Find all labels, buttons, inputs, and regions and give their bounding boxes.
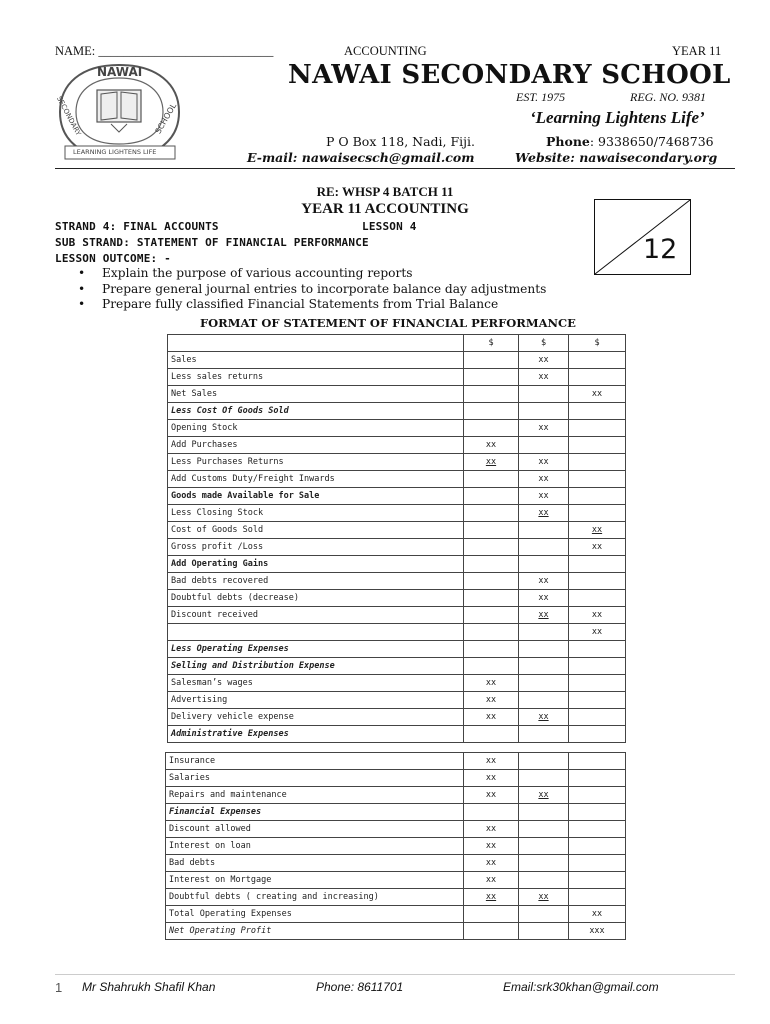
outcome-item: • Prepare general journal entries to incorporate balance day adjustments (78, 282, 546, 298)
amount-value: xx (485, 841, 497, 851)
table-row (166, 770, 626, 787)
amount-value: xx (538, 508, 549, 518)
financial-statement-table-continued (165, 752, 626, 940)
row-label (168, 624, 464, 641)
amount-cell (569, 872, 626, 889)
amount-cell (464, 488, 519, 505)
amount-cell (569, 369, 626, 386)
row-label: Total Operating Expenses (166, 906, 464, 923)
amount-value: xx (485, 756, 497, 766)
amount-value: xx (485, 790, 497, 800)
school-motto: ‘Learning Lightens Life’ (530, 108, 705, 127)
table-row (166, 787, 626, 804)
amount-value: xx (538, 610, 549, 620)
amount-cell (569, 522, 626, 539)
amount-cell (464, 692, 519, 709)
logo-right-text: SCHOOL (153, 101, 179, 136)
row-label: Insurance (166, 753, 464, 770)
outcome-item: • Explain the purpose of various accounting reports (78, 266, 546, 282)
amount-cell (519, 522, 569, 539)
table-row (166, 889, 626, 906)
lesson-number-box (594, 199, 691, 275)
amount-cell (464, 573, 519, 590)
row-label: Delivery vehicle expense (168, 709, 464, 726)
table-row (168, 471, 626, 488)
amount-value: xx (538, 892, 549, 902)
amount-cell (519, 556, 569, 573)
row-label: Doubtful debts (decrease) (168, 590, 464, 607)
amount-value: xx (538, 372, 549, 382)
amount-cell (569, 838, 626, 855)
amount-value: xx (591, 627, 603, 637)
amount-cell (569, 692, 626, 709)
table-row (168, 709, 626, 726)
amount-value: xx (485, 440, 497, 450)
table-row (168, 573, 626, 590)
amount-cell (519, 658, 569, 675)
amount-cell (464, 889, 519, 906)
amount-cell (569, 539, 626, 556)
row-label: Advertising (168, 692, 464, 709)
table-row (166, 804, 626, 821)
amount-cell (519, 641, 569, 658)
amount-value: xx (538, 355, 549, 365)
amount-cell (519, 726, 569, 743)
amount-cell (569, 726, 626, 743)
row-label: Salaries (166, 770, 464, 787)
amount-cell (519, 906, 569, 923)
amount-cell (464, 437, 519, 454)
amount-value: xx (591, 542, 603, 552)
table-row (168, 658, 626, 675)
table-row (168, 692, 626, 709)
amount-cell (569, 403, 626, 420)
row-label: Add Customs Duty/Freight Inwards (168, 471, 464, 488)
amount-cell (464, 505, 519, 522)
amount-cell (464, 369, 519, 386)
amount-value: xx (538, 474, 549, 484)
amount-cell (464, 607, 519, 624)
amount-value: xx (538, 491, 549, 501)
amount-value: xx (485, 695, 497, 705)
lesson-number: 12 (643, 234, 678, 265)
row-label: Bad debts (166, 855, 464, 872)
amount-cell (569, 386, 626, 403)
amount-cell (464, 906, 519, 923)
amount-cell (519, 709, 569, 726)
table-row (168, 522, 626, 539)
table-row (166, 753, 626, 770)
school-logo (54, 62, 182, 164)
amount-cell (569, 488, 626, 505)
table-row (166, 906, 626, 923)
strand-label: STRAND 4: FINAL ACCOUNTS (55, 220, 219, 233)
column-header: $ (519, 335, 569, 352)
document-title: YEAR 11 ACCOUNTING (301, 201, 469, 217)
table-row (168, 488, 626, 505)
table-row (166, 923, 626, 940)
amount-cell (464, 726, 519, 743)
row-label: Add Operating Gains (168, 556, 464, 573)
column-header: $ (569, 335, 626, 352)
amount-cell (464, 403, 519, 420)
amount-cell (519, 838, 569, 855)
amount-value: xx (485, 824, 497, 834)
registration-number: REG. NO. 9381 (630, 90, 706, 104)
row-label: Net Operating Profit (166, 923, 464, 940)
amount-cell (519, 804, 569, 821)
school-name: NAWAI SECONDARY SCHOOL (288, 60, 731, 90)
row-label: Add Purchases (168, 437, 464, 454)
amount-cell (569, 454, 626, 471)
row-label: Financial Expenses (166, 804, 464, 821)
amount-value: xx (485, 892, 497, 902)
amount-cell (519, 872, 569, 889)
amount-cell (519, 821, 569, 838)
logo-top-text: NAWAI (97, 65, 143, 79)
table-row (168, 437, 626, 454)
amount-cell (464, 624, 519, 641)
table-row (168, 352, 626, 369)
amount-value: xxx (589, 926, 605, 936)
amount-cell (569, 624, 626, 641)
lesson-outcome-label: LESSON OUTCOME: - (55, 252, 171, 265)
amount-cell (569, 658, 626, 675)
table-row (168, 641, 626, 658)
amount-cell (519, 573, 569, 590)
amount-cell (464, 821, 519, 838)
amount-cell (569, 641, 626, 658)
amount-cell (519, 590, 569, 607)
amount-value: xx (485, 712, 497, 722)
amount-cell (569, 906, 626, 923)
amount-cell (519, 753, 569, 770)
table-row (168, 505, 626, 522)
amount-cell (464, 590, 519, 607)
amount-cell (569, 675, 626, 692)
row-label: Interest on loan (166, 838, 464, 855)
row-label: Less sales returns (168, 369, 464, 386)
footer-phone: Phone: 8611701 (316, 980, 404, 994)
amount-cell (569, 770, 626, 787)
table-row (166, 872, 626, 889)
amount-value: xx (538, 457, 549, 467)
amount-cell (464, 454, 519, 471)
amount-cell (464, 420, 519, 437)
name-field-label: NAME: ____________________________ (55, 44, 274, 58)
table-row (168, 386, 626, 403)
row-label: Discount received (168, 607, 464, 624)
amount-cell (519, 923, 569, 940)
column-header (168, 335, 464, 352)
amount-cell (569, 505, 626, 522)
established-year: EST. 1975 (516, 90, 566, 104)
amount-cell (464, 804, 519, 821)
logo-banner-text: LEARNING LIGHTENS LIFE (73, 148, 157, 156)
row-label: Less Operating Expenses (168, 641, 464, 658)
amount-value: xx (538, 790, 549, 800)
table-header-row (168, 335, 626, 352)
table-row (168, 539, 626, 556)
row-label: Salesman’s wages (168, 675, 464, 692)
amount-cell (519, 420, 569, 437)
amount-cell (519, 488, 569, 505)
column-header: $ (464, 335, 519, 352)
row-label: Bad debts recovered (168, 573, 464, 590)
postal-address: P O Box 118, Nadi, Fiji. (326, 134, 475, 149)
amount-cell (519, 403, 569, 420)
footer-author: Mr Shahrukh Shafil Khan (82, 980, 216, 994)
table-row (166, 821, 626, 838)
amount-cell (464, 855, 519, 872)
amount-cell (569, 420, 626, 437)
amount-value: xx (591, 610, 603, 620)
amount-value: xx (591, 389, 603, 399)
amount-cell (519, 787, 569, 804)
amount-cell (569, 709, 626, 726)
amount-cell (569, 607, 626, 624)
amount-cell (569, 855, 626, 872)
footer-divider (55, 974, 735, 975)
amount-cell (519, 624, 569, 641)
amount-cell (464, 787, 519, 804)
row-label: Net Sales (168, 386, 464, 403)
amount-cell (519, 352, 569, 369)
row-label: Opening Stock (168, 420, 464, 437)
amount-cell (569, 471, 626, 488)
amount-cell (464, 675, 519, 692)
table-row (168, 590, 626, 607)
row-label: Repairs and maintenance (166, 787, 464, 804)
table-row (166, 855, 626, 872)
amount-cell (464, 522, 519, 539)
phone-numbers: : 9338650/7468736 (589, 134, 714, 149)
header-divider (55, 168, 735, 169)
amount-value: xx (538, 593, 549, 603)
amount-value: xx (485, 858, 497, 868)
amount-cell (519, 471, 569, 488)
amount-cell (519, 539, 569, 556)
table-row (168, 624, 626, 641)
row-label: Cost of Goods Sold (168, 522, 464, 539)
school-phone (546, 134, 714, 149)
amount-cell (519, 607, 569, 624)
table-row (166, 838, 626, 855)
phone-label: Phone (546, 134, 590, 149)
row-label: Less Purchases Returns (168, 454, 464, 471)
year-label: YEAR 11 (672, 44, 722, 58)
amount-cell (464, 539, 519, 556)
amount-cell (519, 889, 569, 906)
amount-cell (464, 709, 519, 726)
amount-value: xx (485, 773, 497, 783)
amount-cell (569, 923, 626, 940)
amount-cell (519, 437, 569, 454)
amount-cell (464, 352, 519, 369)
amount-cell (569, 573, 626, 590)
amount-cell (464, 770, 519, 787)
amount-cell (519, 675, 569, 692)
amount-cell (569, 437, 626, 454)
table-row (168, 675, 626, 692)
format-title: FORMAT OF STATEMENT OF FINANCIAL PERFORMANCE (200, 316, 576, 330)
lesson-outcomes-list (78, 266, 546, 313)
table-row (168, 726, 626, 743)
batch-reference: RE: WHSP 4 BATCH 11 (316, 184, 454, 199)
table-row (168, 454, 626, 471)
amount-cell (569, 804, 626, 821)
amount-cell (569, 787, 626, 804)
row-label: Selling and Distribution Expense (168, 658, 464, 675)
table-row (168, 556, 626, 573)
amount-value: xx (591, 909, 603, 919)
amount-cell (464, 641, 519, 658)
row-label: Sales (168, 352, 464, 369)
row-label: Interest on Mortgage (166, 872, 464, 889)
table-row (168, 369, 626, 386)
amount-cell (569, 889, 626, 906)
amount-cell (519, 369, 569, 386)
table-row (168, 403, 626, 420)
outcome-item: • Prepare fully classified Financial Statements from Trial Balance (78, 297, 546, 313)
amount-value: xx (485, 875, 497, 885)
footer-email: Email:srk30khan@gmail.com (503, 980, 659, 994)
amount-cell (519, 454, 569, 471)
subject-label: ACCOUNTING (344, 44, 427, 58)
amount-cell (519, 692, 569, 709)
amount-cell (464, 658, 519, 675)
table-row (168, 607, 626, 624)
amount-cell (464, 386, 519, 403)
amount-cell (569, 352, 626, 369)
amount-cell (569, 821, 626, 838)
amount-value: xx (538, 423, 549, 433)
amount-cell (464, 556, 519, 573)
school-website: Website: nawaisecondary.org (515, 150, 718, 165)
lesson-label: LESSON 4 (362, 220, 417, 233)
amount-value: xx (538, 712, 549, 722)
school-email: E-mail: nawaisecsch@gmail.com (247, 150, 475, 165)
row-label: Doubtful debts ( creating and increasing) (166, 889, 464, 906)
amount-cell (464, 838, 519, 855)
amount-cell (519, 386, 569, 403)
amount-cell (519, 770, 569, 787)
row-label: Administrative Expenses (168, 726, 464, 743)
amount-cell (569, 753, 626, 770)
amount-value: xx (485, 678, 497, 688)
amount-cell (519, 855, 569, 872)
row-label: Less Closing Stock (168, 505, 464, 522)
amount-cell (464, 923, 519, 940)
sub-strand-label: SUB STRAND: STATEMENT OF FINANCIAL PERFORMANCE (55, 236, 369, 249)
amount-cell (569, 590, 626, 607)
table-row (168, 420, 626, 437)
amount-cell (464, 753, 519, 770)
financial-statement-table (167, 334, 626, 743)
row-label: Goods made Available for Sale (168, 488, 464, 505)
amount-cell (519, 505, 569, 522)
amount-cell (464, 872, 519, 889)
amount-cell (569, 556, 626, 573)
row-label: Less Cost Of Goods Sold (168, 403, 464, 420)
logo-left-text: SECONDARY (54, 95, 83, 137)
page-number: 1 (55, 980, 63, 995)
amount-value: xx (538, 576, 549, 586)
amount-cell (464, 471, 519, 488)
row-label: Discount allowed (166, 821, 464, 838)
amount-value: xx (485, 457, 497, 467)
row-label: Gross profit /Loss (168, 539, 464, 556)
amount-value: xx (591, 525, 603, 535)
